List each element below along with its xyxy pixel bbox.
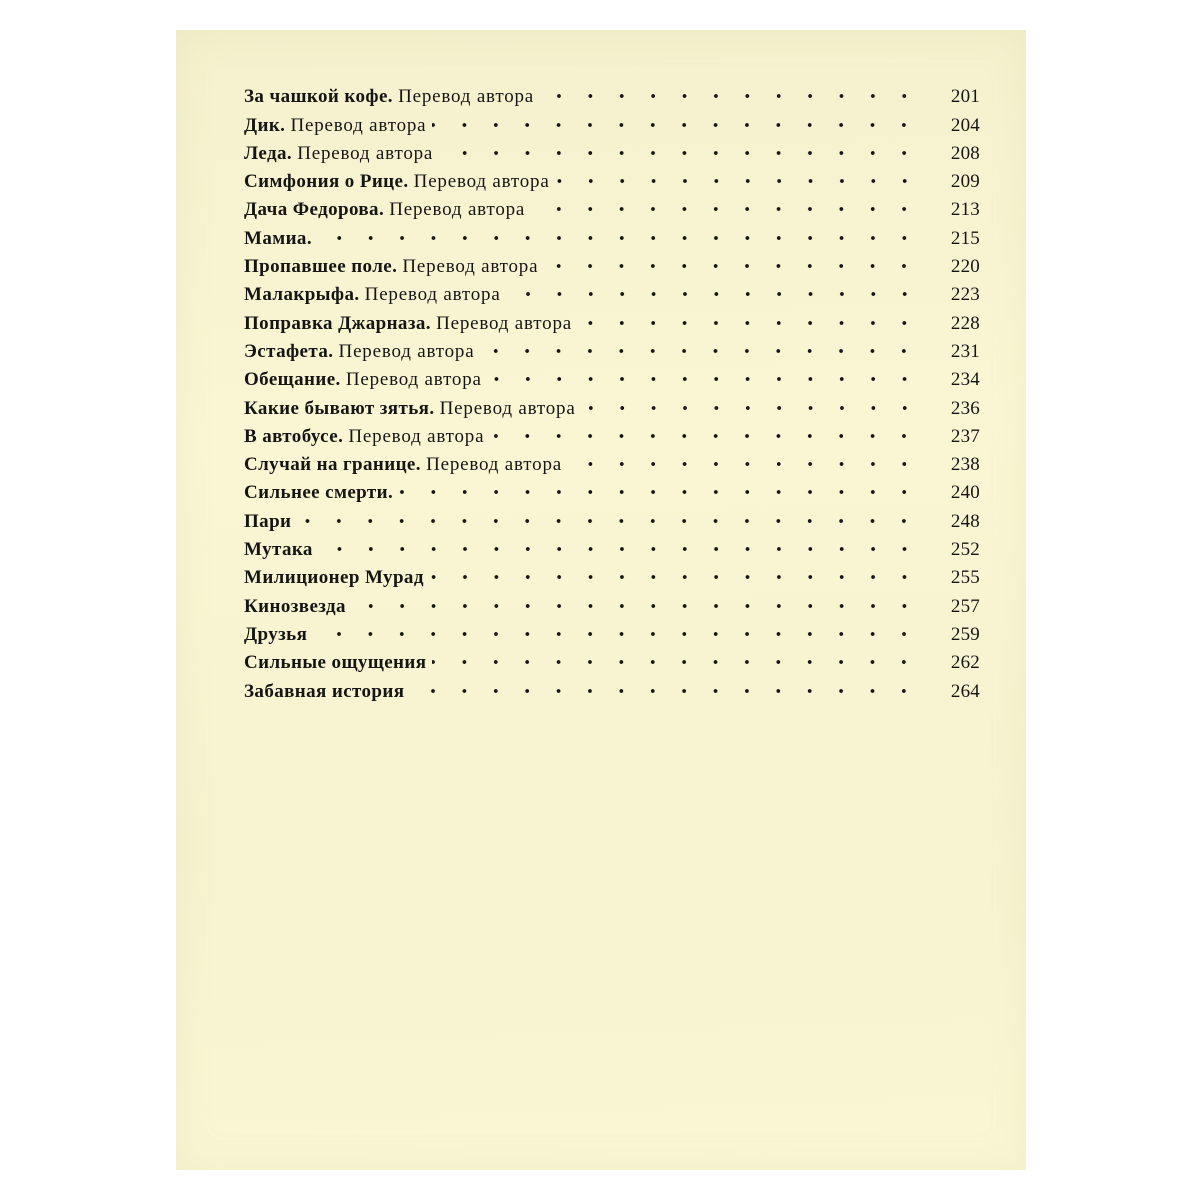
toc-entry-title-wrap: [244, 426, 490, 448]
toc-entry-title-wrap: [244, 171, 556, 193]
toc-entry-page-number: 231: [950, 340, 980, 362]
dot-leader: [556, 171, 920, 191]
toc-entry-page-number: 262: [950, 652, 980, 674]
toc-entry-title: Милиционер Мурад: [244, 567, 424, 589]
toc-entry-title-wrap: [244, 681, 410, 703]
toc-entry: [244, 674, 980, 702]
toc-entry: [244, 278, 980, 306]
toc-entry: [244, 335, 980, 363]
toc-entry-title-wrap: [244, 256, 544, 278]
toc-entry: [244, 306, 980, 334]
toc-entry-title-wrap: [244, 284, 507, 306]
dot-leader: [480, 341, 920, 361]
toc-entry: [244, 363, 980, 391]
toc-entry-page-number: 220: [950, 256, 980, 278]
dot-leader: [399, 482, 920, 502]
toc-entry-title: Случай на границе.: [244, 454, 421, 476]
toc-entry-note: Перевод автора: [297, 142, 434, 164]
dot-leader: [568, 454, 920, 474]
toc-entry-title-wrap: [244, 115, 432, 137]
toc-entry: [244, 250, 980, 278]
toc-entry-page-number: 240: [950, 482, 980, 504]
dot-leader: [297, 511, 920, 531]
table-of-contents: [244, 80, 980, 703]
toc-entry-note: Перевод автора: [338, 340, 475, 362]
toc-entry-title-wrap: [244, 454, 568, 476]
toc-entry-note: Перевод автора: [439, 397, 576, 419]
toc-entry-page-number: 237: [950, 425, 980, 447]
toc-entry-title-wrap: [244, 228, 318, 250]
dot-leader: [531, 199, 920, 219]
toc-entry-title-wrap: [244, 341, 480, 363]
toc-entry-title: Мамиа.: [244, 227, 312, 249]
toc-entry-title: Какие бывают зятья.: [244, 397, 435, 419]
toc-entry-page-number: 201: [950, 86, 980, 108]
toc-entry: [244, 448, 980, 476]
toc-entry-page-number: 255: [950, 567, 980, 589]
dot-leader: [490, 426, 920, 446]
toc-entry: [244, 221, 980, 249]
toc-entry-title: Забавная история: [244, 680, 405, 702]
dot-leader: [582, 398, 920, 418]
toc-entry: [244, 589, 980, 617]
toc-entry-title-wrap: [244, 511, 297, 533]
toc-entry-note: Перевод автора: [348, 425, 485, 447]
toc-entry: [244, 561, 980, 589]
toc-entry: [244, 137, 980, 165]
toc-entry-title: Сильнее смерти.: [244, 482, 394, 504]
toc-entry-title-wrap: [244, 143, 439, 165]
dot-leader: [578, 313, 920, 333]
dot-leader: [439, 143, 920, 163]
toc-entry-title-wrap: [244, 652, 432, 674]
toc-entry: [244, 193, 980, 221]
toc-entry: [244, 504, 980, 532]
toc-entry-page-number: 208: [950, 142, 980, 164]
toc-entry-title-wrap: [244, 596, 352, 618]
toc-entry: [244, 80, 980, 108]
toc-entry-title-wrap: [244, 199, 531, 221]
toc-entry-note: Перевод автора: [402, 256, 539, 278]
dot-leader: [432, 652, 920, 672]
dot-leader: [410, 681, 920, 701]
toc-entry-page-number: 234: [950, 369, 980, 391]
toc-entry-note: Перевод автора: [364, 284, 501, 306]
toc-entry-title-wrap: [244, 482, 399, 504]
toc-entry-title: Эстафета.: [244, 340, 334, 362]
dot-leader: [318, 228, 920, 248]
toc-entry-page-number: 215: [950, 227, 980, 249]
book-page: [176, 30, 1026, 1170]
dot-leader: [544, 256, 920, 276]
toc-entry-title: Симфония о Рице.: [244, 171, 409, 193]
toc-entry-title: Дик.: [244, 114, 286, 136]
toc-entry-page-number: 252: [950, 539, 980, 561]
toc-entry-page-number: 204: [950, 114, 980, 136]
toc-entry-title-wrap: [244, 86, 540, 108]
toc-entry-title: Друзья: [244, 623, 308, 645]
toc-entry-page-number: 259: [950, 623, 980, 645]
toc-entry-title-wrap: [244, 624, 313, 646]
toc-entry-title: В автобусе.: [244, 425, 344, 447]
toc-entry: [244, 533, 980, 561]
toc-entry-title: За чашкой кофе.: [244, 86, 393, 108]
toc-entry-page-number: 238: [950, 454, 980, 476]
toc-entry: [244, 165, 980, 193]
toc-entry-title-wrap: [244, 539, 319, 561]
toc-entry-note: Перевод автора: [436, 312, 572, 334]
toc-entry-page-number: 236: [950, 397, 980, 419]
toc-entry-title: Поправка Джарназа.: [244, 312, 431, 334]
toc-entry-title-wrap: [244, 398, 582, 420]
toc-entry-title: Кинозвезда: [244, 595, 346, 617]
dot-leader: [352, 596, 920, 616]
toc-entry: [244, 420, 980, 448]
toc-entry: [244, 391, 980, 419]
toc-entry-title: Пари: [244, 510, 292, 532]
toc-entry-note: Перевод автора: [389, 199, 526, 221]
toc-entry: [244, 108, 980, 136]
toc-entry-page-number: 248: [950, 510, 980, 532]
dot-leader: [488, 369, 920, 389]
dot-leader: [507, 284, 920, 304]
toc-entry-title: Пропавшее поле.: [244, 256, 398, 278]
toc-entry-title-wrap: [244, 567, 430, 589]
dot-leader: [430, 567, 920, 587]
toc-entry-note: Перевод автора: [290, 114, 427, 136]
toc-entry-page-number: 213: [950, 199, 980, 221]
toc-entry: [244, 618, 980, 646]
toc-entry-title: Малакрыфа.: [244, 284, 360, 306]
toc-entry: [244, 646, 980, 674]
toc-entry-page-number: 264: [950, 680, 980, 702]
dot-leader: [313, 624, 920, 644]
toc-entry-note: Перевод автора: [398, 86, 535, 108]
dot-leader: [540, 86, 920, 106]
toc-entry-title-wrap: [244, 369, 488, 391]
toc-entry-page-number: 228: [950, 312, 980, 334]
toc-entry-title: Мутака: [244, 539, 313, 561]
dot-leader: [319, 539, 920, 559]
toc-entry-note: Перевод автора: [345, 369, 482, 391]
toc-entry-title: Обещание.: [244, 369, 341, 391]
toc-entry: [244, 476, 980, 504]
toc-entry-note: Перевод автора: [426, 454, 562, 476]
toc-entry-title: Сильные ощущения: [244, 652, 427, 674]
toc-entry-title-wrap: [244, 313, 578, 335]
dot-leader: [432, 115, 920, 135]
toc-entry-title: Дача Федорова.: [244, 199, 385, 221]
toc-entry-title: Леда.: [244, 142, 293, 164]
toc-entry-page-number: 257: [950, 595, 980, 617]
toc-entry-page-number: 209: [950, 171, 980, 193]
toc-entry-note: Перевод автора: [413, 171, 550, 193]
toc-entry-page-number: 223: [950, 284, 980, 306]
